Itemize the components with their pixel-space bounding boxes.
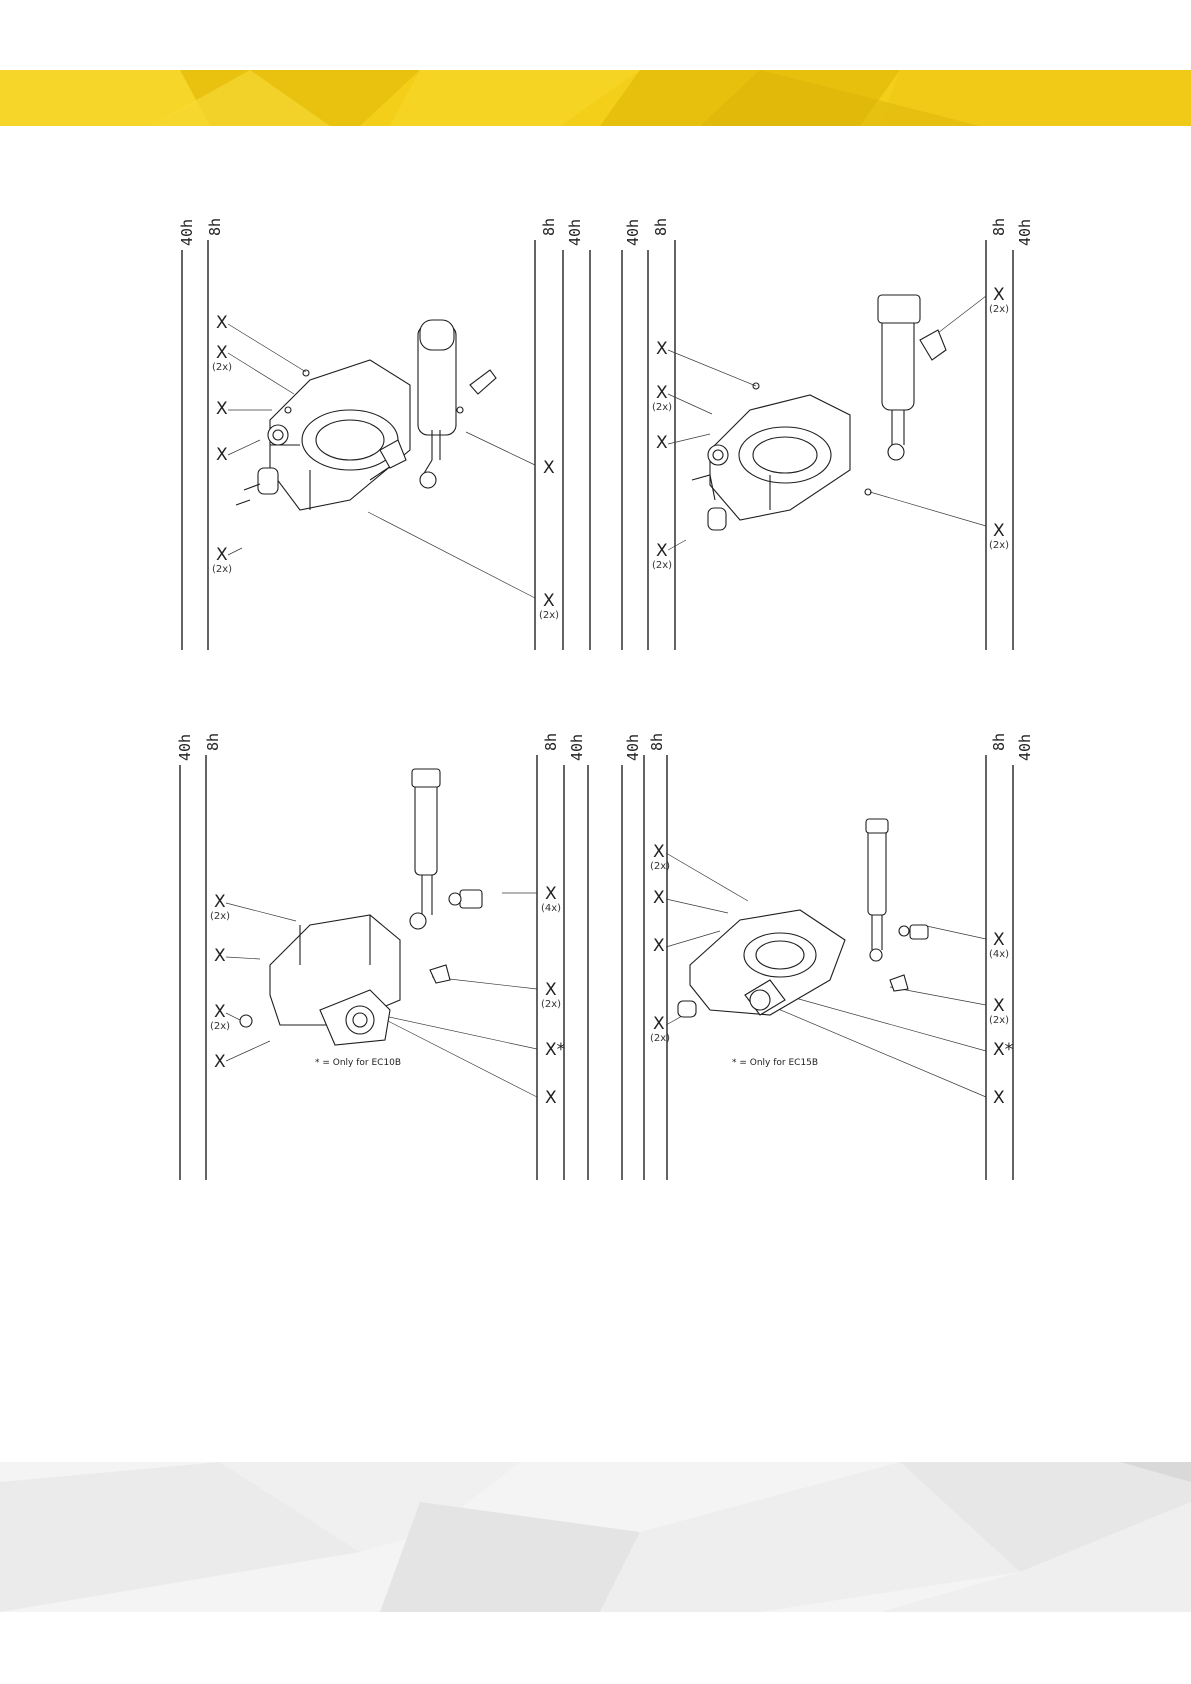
drawing-stroke (430, 965, 450, 983)
check-mark: X (656, 541, 668, 561)
drawing-stroke (303, 370, 309, 376)
drawing-stroke (268, 425, 288, 445)
quantity-label: (2x) (652, 402, 673, 413)
interval-label: 40h (1016, 733, 1034, 761)
drawing-stroke (415, 775, 437, 875)
interval-label: 40h (178, 218, 196, 246)
drawing-stroke (457, 407, 463, 413)
drawing-stroke (346, 1006, 374, 1034)
check-mark: X (993, 521, 1005, 541)
drawing-stroke (678, 1001, 696, 1017)
swing-frame-drawing (236, 320, 496, 510)
drawing-stroke (410, 913, 426, 929)
maintenance-panel-1 (170, 210, 600, 660)
quantity-label: (2x) (650, 1033, 671, 1044)
quantity-label: (2x) (652, 560, 673, 571)
drawing-stroke (420, 472, 436, 488)
quantity-label: (2x) (650, 861, 671, 872)
check-mark: X (993, 930, 1005, 950)
check-mark: X (545, 1088, 557, 1108)
drawing-stroke (420, 320, 454, 350)
check-mark: X (656, 339, 668, 359)
quantity-label: (2x) (210, 1021, 231, 1032)
check-mark: X (216, 313, 228, 333)
check-mark: X (545, 980, 557, 1000)
drawing-stroke (412, 769, 440, 787)
interval-label: 40h (176, 733, 194, 761)
check-mark: X (214, 1052, 226, 1072)
drawing-stroke (236, 484, 260, 505)
check-mark: X (543, 591, 555, 611)
check-mark: X (993, 285, 1005, 305)
interval-label: 8h (990, 732, 1008, 751)
quantity-label: (2x) (539, 610, 560, 621)
quantity-label: (2x) (541, 999, 562, 1010)
interval-label: 8h (204, 732, 222, 751)
swing-frame-drawing (240, 769, 482, 1045)
maintenance-panel-4 (620, 725, 1050, 1185)
interval-label: 8h (652, 217, 670, 236)
check-mark: X (216, 399, 228, 419)
drawing-stroke (866, 819, 888, 833)
check-mark: X (214, 946, 226, 966)
check-mark: X (216, 343, 228, 363)
maintenance-panel-3 (170, 725, 600, 1185)
drawing-stroke (470, 370, 496, 394)
footer-decoration (0, 1462, 1191, 1612)
check-mark: X (653, 888, 665, 908)
drawing-stroke (708, 508, 726, 530)
quantity-label: (2x) (989, 540, 1010, 551)
quantity-label: (2x) (212, 564, 233, 575)
drawing-stroke (878, 295, 920, 323)
quantity-label: (4x) (989, 949, 1010, 960)
interval-label: 40h (1016, 218, 1034, 246)
check-mark: X (656, 383, 668, 403)
check-mark: X (214, 1002, 226, 1022)
drawing-stroke (872, 915, 882, 950)
footnote: * = Only for EC10B (315, 1058, 402, 1068)
quantity-label: (4x) (541, 903, 562, 914)
quantity-label: (2x) (212, 362, 233, 373)
check-mark: X (656, 433, 668, 453)
drawing-stroke (870, 949, 882, 961)
interval-label: 8h (540, 217, 558, 236)
check-mark: X (653, 842, 665, 862)
check-mark: X (653, 1014, 665, 1034)
interval-label: 8h (542, 732, 560, 751)
drawing-stroke (240, 1015, 252, 1027)
interval-label: 40h (624, 218, 642, 246)
quantity-label: (2x) (210, 911, 231, 922)
drawing-stroke (888, 444, 904, 460)
interval-label: 40h (624, 733, 642, 761)
drawing-stroke (892, 410, 904, 445)
check-mark: X* (993, 1040, 1014, 1060)
interval-label: 40h (568, 733, 586, 761)
check-mark: X (216, 545, 228, 565)
check-mark: X (993, 996, 1005, 1016)
check-mark: X (545, 884, 557, 904)
footnote: * = Only for EC15B (732, 1058, 819, 1068)
interval-label: 40h (566, 218, 584, 246)
drawing-stroke (449, 893, 461, 905)
check-mark: X (543, 458, 555, 478)
check-mark: X (214, 892, 226, 912)
drawing-stroke (460, 890, 482, 908)
check-mark: X (653, 936, 665, 956)
drawing-stroke (744, 933, 816, 977)
interval-label: 8h (206, 217, 224, 236)
interval-label: 8h (648, 732, 666, 751)
header-banner (0, 70, 1191, 126)
check-mark: X (216, 445, 228, 465)
drawing-stroke (920, 330, 946, 360)
drawing-stroke (890, 975, 908, 991)
drawing-stroke (258, 468, 278, 494)
maintenance-panel-2 (620, 210, 1050, 660)
quantity-label: (2x) (989, 1015, 1010, 1026)
drawing-stroke (708, 445, 728, 465)
check-mark: X* (545, 1040, 566, 1060)
drawing-stroke (910, 925, 928, 939)
check-mark: X (993, 1088, 1005, 1108)
drawing-stroke (422, 875, 432, 915)
interval-label: 8h (990, 217, 1008, 236)
swing-frame-drawing (692, 295, 946, 530)
drawing-stroke (899, 926, 909, 936)
quantity-label: (2x) (989, 304, 1010, 315)
drawing-stroke (868, 825, 886, 915)
drawing-stroke (750, 990, 770, 1010)
